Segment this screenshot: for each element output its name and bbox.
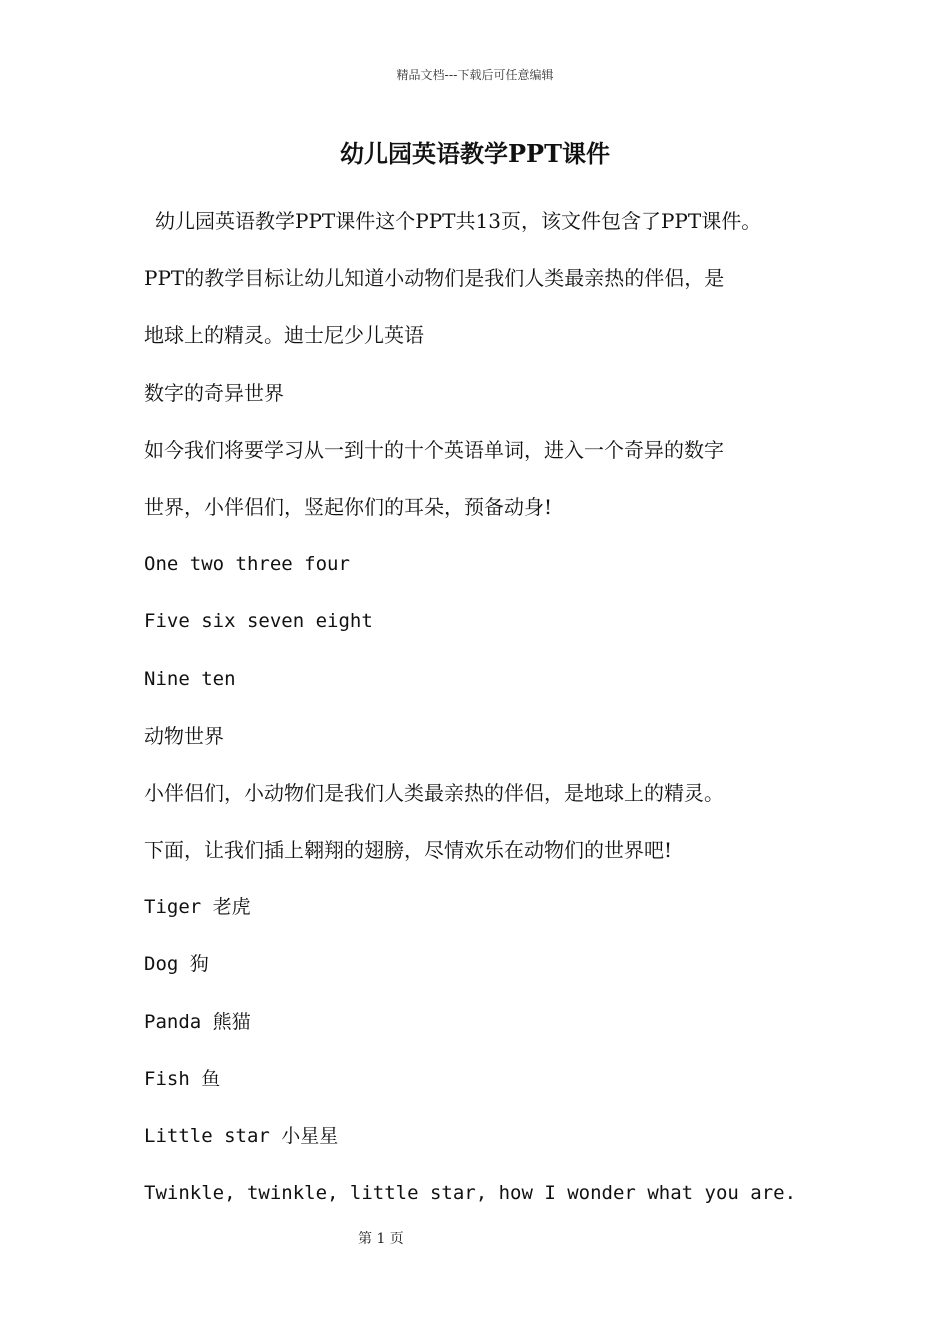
page-number: 第 1 页: [358, 1231, 404, 1247]
paragraph-line: 如今我们将要学习从一到十的十个英语单词，进入一个奇异的数字: [144, 437, 724, 462]
vocabulary-line: Dog 狗: [144, 953, 209, 976]
paragraph-line: 幼儿园英语教学PPT课件这个PPT共13页，该文件包含了PPT课件。: [155, 209, 762, 233]
numbers-line: Nine ten: [144, 667, 236, 690]
paragraph-line: 下面，让我们插上翱翔的翅膀，尽情欢乐在动物们的世界吧!: [144, 838, 673, 863]
paragraph-line: 地球上的精灵。迪士尼少儿英语: [144, 323, 424, 348]
document-body: [144, 200, 844, 1229]
numbers-line: Five six seven eight: [144, 610, 373, 633]
vocabulary-line: Tiger 老虎: [144, 896, 251, 919]
section-heading-animals: 动物世界: [144, 723, 224, 748]
paragraph-line: 世界，小伴侣们，竖起你们的耳朵，预备动身!: [144, 494, 553, 519]
numbers-line: One two three four: [144, 553, 350, 576]
document-title: 幼儿园英语教学PPT课件: [340, 139, 610, 168]
paragraph-line: PPT的教学目标让幼儿知道小动物们是我们人类最亲热的伴侣，是: [144, 266, 725, 291]
vocabulary-line: Fish 鱼: [144, 1067, 221, 1090]
song-lyric-line: Twinkle, twinkle, little star, how I wonder what you are.: [144, 1182, 797, 1205]
section-heading-song: Little star 小星星: [144, 1125, 339, 1147]
paragraph-line: 小伴侣们，小动物们是我们人类最亲热的伴侣，是地球上的精灵。: [144, 780, 724, 805]
section-heading-numbers: 数字的奇异世界: [144, 380, 284, 405]
vocabulary-line: Panda 熊猫: [144, 1010, 251, 1033]
header-note: 精品文档---下载后可任意编辑: [396, 68, 554, 82]
